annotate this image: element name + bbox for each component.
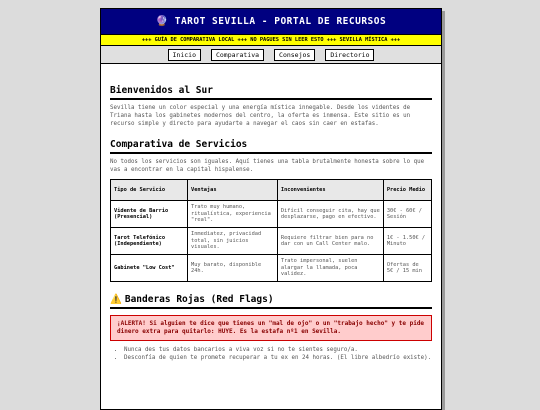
table-header: Tipo de Servicio [111, 180, 188, 201]
welcome-text: Sevilla tiene un color especial y una energía mística innegable. Desde los videntes de Triana hasta los gabinetes modernos del centro, la oferta es inmensa. Este sitio es un recurso simple y directo para ayudarte a navegar el caos sin caer en estafas. [110, 105, 411, 127]
table-header: Precio Medio [383, 180, 431, 201]
comparison-text: No todos los servicios son iguales. Aquí tienes una tabla brutalmente honesta sobre lo que vas a encontrar en la capital hispalense. [110, 159, 425, 173]
table-header: Inconvenientes [277, 180, 383, 201]
comparison-table [110, 179, 432, 282]
table-cell: Requiere filtrar bien para no dar con un Call Center malo. [277, 228, 383, 255]
table-cell: Trato muy humano, ritualística, experiencia "real". [188, 201, 278, 228]
red-flags-title-text: Banderas Rojas (Red Flags) [124, 294, 274, 305]
nav-directorio[interactable]: Directorio [325, 49, 374, 61]
red-flags-title [110, 294, 432, 309]
table-cell: 30€ - 60€ / Sesión [383, 201, 431, 228]
nav-consejos[interactable]: Consejos [274, 49, 315, 61]
site-title: TAROT SEVILLA - PORTAL DE RECURSOS [174, 16, 387, 27]
table-cell: Inmediatez, privacidad total, sin juicios visuales. [188, 228, 278, 255]
welcome-title: Bienvenidos al Sur [110, 85, 432, 100]
nav-inicio[interactable]: Inicio [168, 49, 201, 61]
warning-icon: ⚠️ [110, 294, 122, 305]
red-flags-list [110, 347, 432, 362]
table-cell: Ofertas de 5€ / 15 min [383, 255, 431, 282]
nav-comparativa[interactable]: Comparativa [211, 49, 264, 61]
table-cell: Difícil conseguir cita, hay que desplazarse, pago en efectivo. [277, 201, 383, 228]
nav-bar [101, 46, 441, 64]
table-header: Ventajas [188, 180, 278, 201]
page [100, 8, 442, 410]
comparison-title: Comparativa de Servicios [110, 139, 432, 154]
table-row [111, 201, 432, 228]
site-header [101, 9, 441, 35]
table-cell: Tarot Telefónico (Independiente) [111, 228, 188, 255]
list-item: • Desconfía de quien te promete recuperar a tu ex en 24 horas. (El libre albedrío existe). [124, 355, 432, 363]
table-cell: Muy barato, disponible 24h. [188, 255, 278, 282]
crystal-ball-icon: 🔮 [155, 16, 169, 27]
table-cell: Vidente de Barrio (Presencial) [111, 201, 188, 228]
list-item: • Nunca des tus datos bancarios a viva voz si no te sientes seguro/a. [124, 347, 432, 355]
table-row [111, 255, 432, 282]
table-cell: Gabinete "Low Cost" [111, 255, 188, 282]
table-cell: 1€ - 1.50€ / Minuto [383, 228, 431, 255]
table-header-row [111, 180, 432, 201]
main-content [101, 64, 441, 362]
table-row [111, 228, 432, 255]
ticker-banner: +++ GUÍA DE COMPARATIVA LOCAL +++ NO PAGUES SIN LEER ESTO +++ SEVILLA MÍSTICA +++ [101, 35, 441, 46]
table-cell: Trato impersonal, suelen alargar la llamada, poca validez. [277, 255, 383, 282]
scam-alert-box: ¡ALERTA! Si alguien te dice que tienes un "mal de ojo" o un "trabajo hecho" y te pide dinero extra para quitarlo: HUYE. Es la estafa nº1 en Sevilla. [110, 315, 432, 341]
